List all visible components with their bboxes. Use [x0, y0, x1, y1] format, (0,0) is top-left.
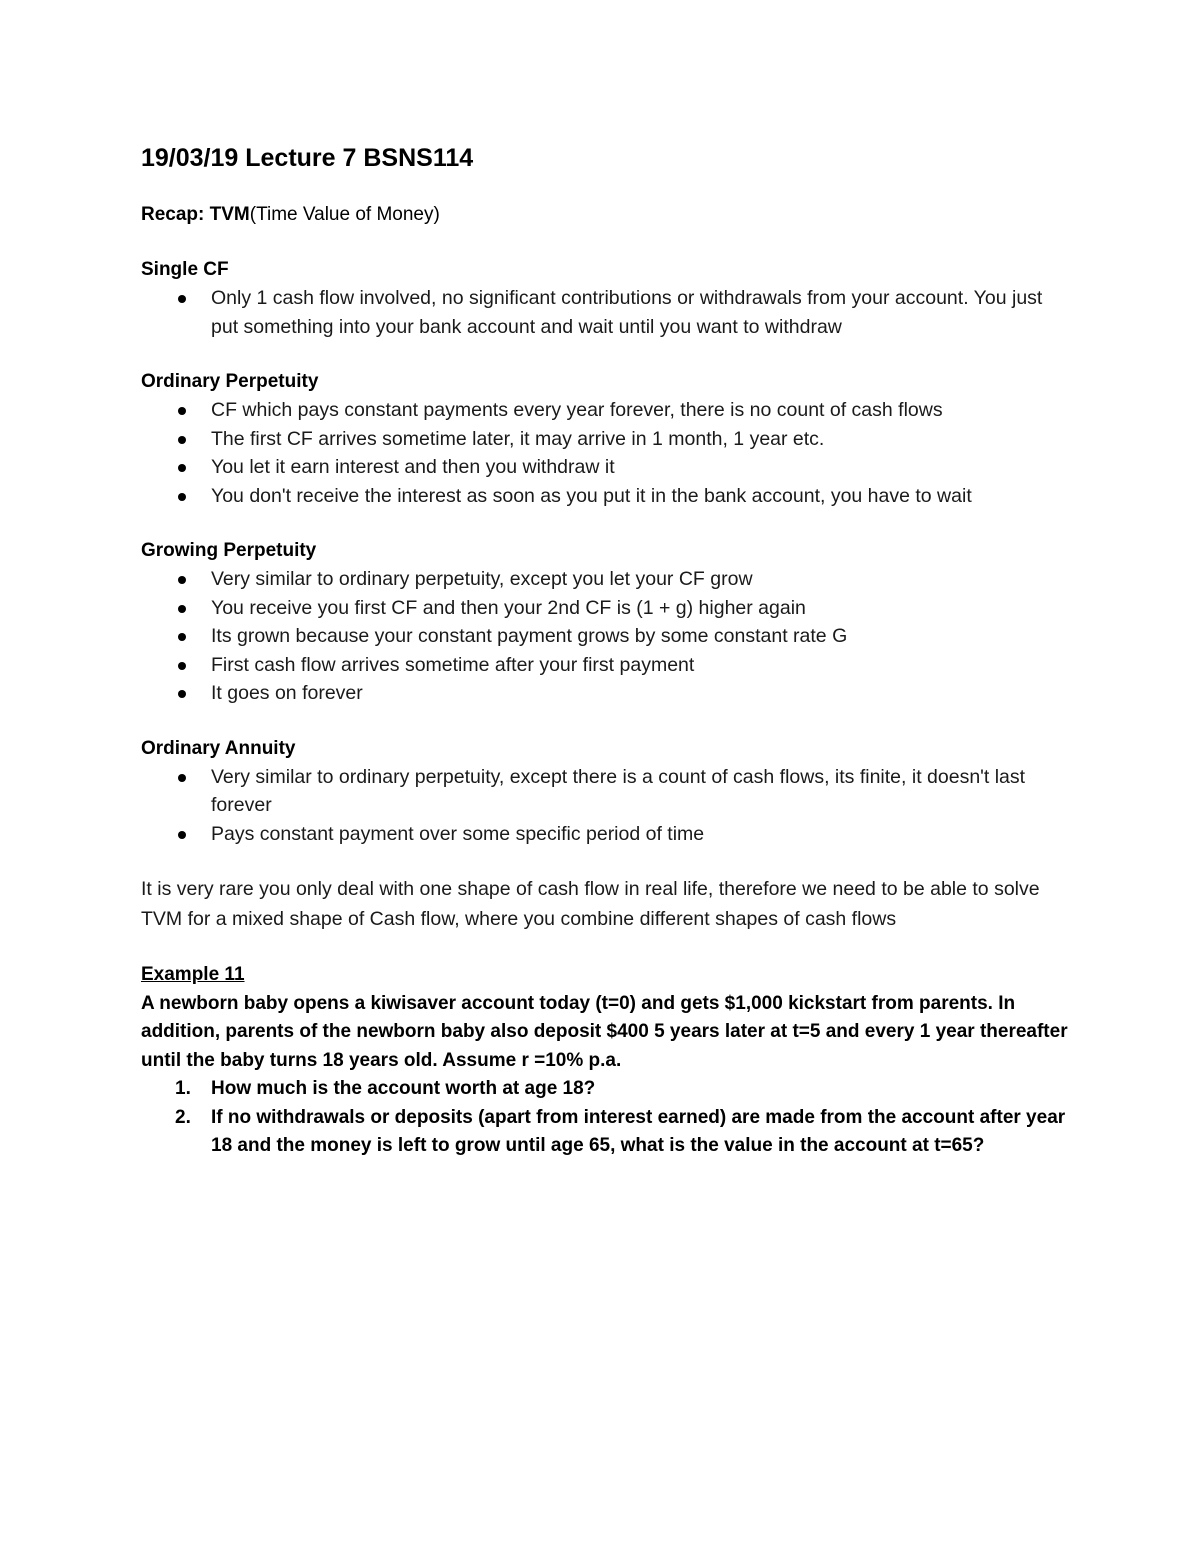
section-heading: Single CF [141, 259, 229, 280]
recap-label: Recap: TVM [141, 204, 250, 225]
bullet-item: First cash flow arrives sometime after your first payment [141, 651, 1071, 680]
question-text: If no withdrawals or deposits (apart from interest earned) are made from the account after year 18 and the money is left to grow until age 65, what is the value in the account at t=65? [211, 1106, 1066, 1156]
section-ordinary-annuity [141, 735, 1071, 849]
bullet-list [141, 565, 1071, 708]
question-text: How much is the account worth at age 18? [211, 1078, 596, 1099]
recap-line [141, 200, 1071, 229]
bullet-item: CF which pays constant payments every year forever, there is no count of cash flows [141, 396, 1071, 425]
bullet-list [141, 396, 1071, 510]
question-list [141, 1075, 1071, 1161]
bullet-item: You receive you first CF and then your 2nd CF is (1 + g) higher again [141, 594, 1071, 623]
page-title: 19/03/19 Lecture 7 BSNS114 [141, 144, 474, 172]
example-block [141, 961, 1071, 1161]
recap-text: (Time Value of Money) [249, 204, 440, 225]
bullet-item: Pays constant payment over some specific period of time [141, 820, 1071, 849]
document-page [141, 138, 1071, 1161]
bullet-item: You let it earn interest and then you withdraw it [141, 453, 1071, 482]
bullet-item: It goes on forever [141, 679, 1071, 708]
section-single-cf [141, 256, 1071, 341]
bullet-item: The first CF arrives sometime later, it may arrive in 1 month, 1 year etc. [141, 425, 1071, 454]
bullet-item: Very similar to ordinary perpetuity, except you let your CF grow [141, 565, 1071, 594]
question-item [141, 1104, 1071, 1161]
example-body: A newborn baby opens a kiwisaver account today (t=0) and gets $1,000 kickstart from parents. In addition, parents of the newborn baby also deposit $400 5 years later at t=5 and every 1 year thereafter until the baby turns 18 years old. Assume r =10% p.a. [141, 992, 1068, 1071]
section-ordinary-perpetuity [141, 368, 1071, 510]
example-title: Example 11 [141, 964, 245, 985]
question-number: 1. [175, 1078, 191, 1099]
bullet-item: You don't receive the interest as soon as you put it in the bank account, you have to wait [141, 482, 1071, 511]
bullet-list [141, 763, 1071, 849]
bullet-item: Only 1 cash flow involved, no significant contributions or withdrawals from your account. You just put something into your bank account and wait until you want to withdraw [141, 284, 1071, 341]
section-growing-perpetuity [141, 537, 1071, 708]
section-heading: Ordinary Perpetuity [141, 371, 319, 392]
question-item [141, 1075, 1071, 1104]
question-number: 2. [175, 1106, 191, 1128]
bullet-list [141, 284, 1071, 341]
bullet-item: Very similar to ordinary perpetuity, except there is a count of cash flows, its finite, it doesn't last forever [141, 763, 1071, 820]
summary-paragraph: It is very rare you only deal with one shape of cash flow in real life, therefore we need to be able to solve TVM for a mixed shape of Cash flow, where you combine different shapes of cash flows [141, 878, 1040, 930]
section-heading: Ordinary Annuity [141, 737, 296, 759]
section-heading: Growing Perpetuity [141, 540, 317, 561]
bullet-item: Its grown because your constant payment grows by some constant rate G [141, 622, 1071, 651]
